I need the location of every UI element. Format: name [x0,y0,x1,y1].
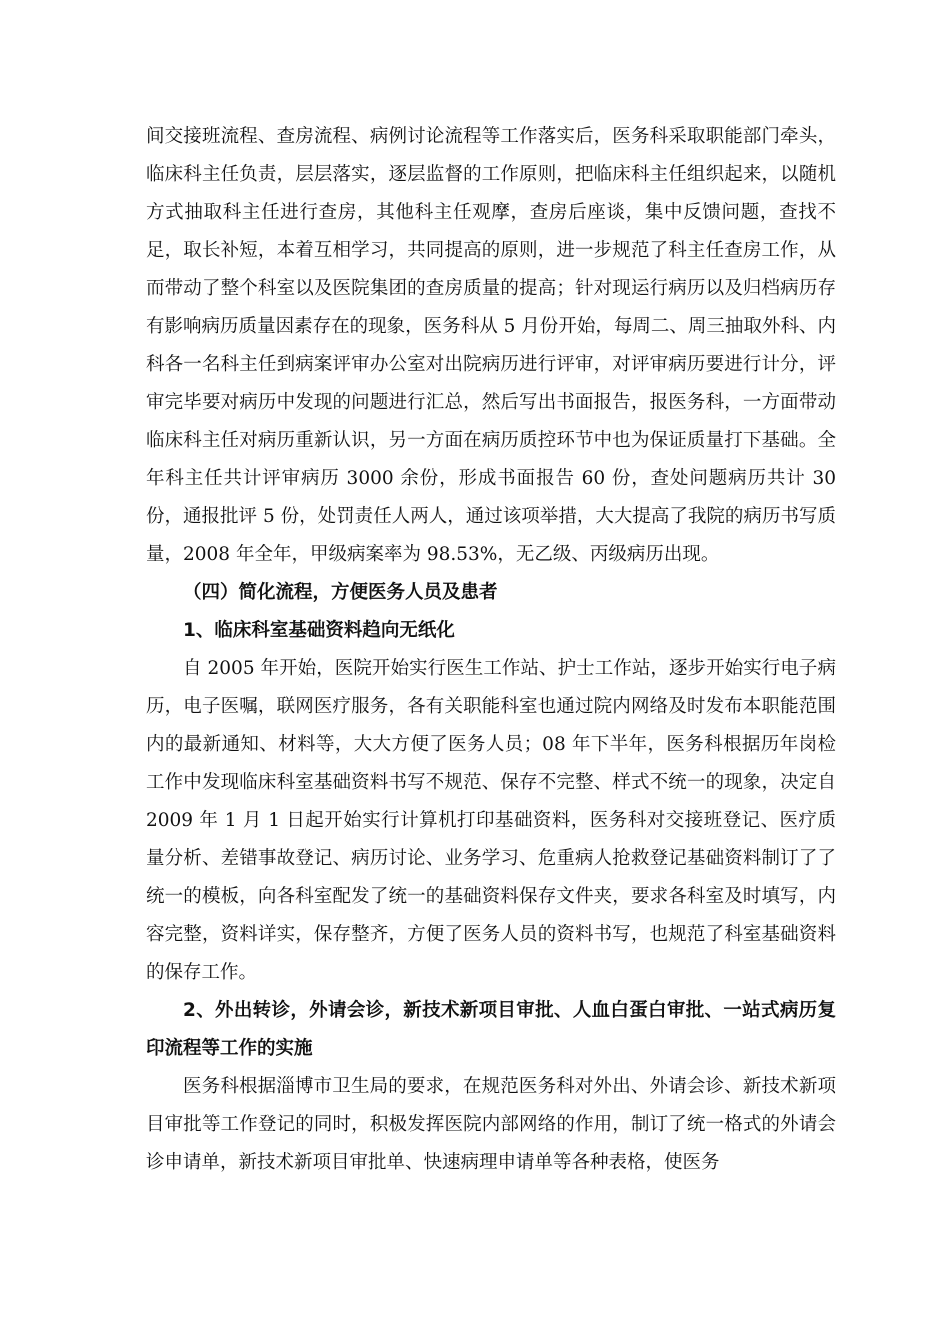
body-paragraph-2: 自 2005 年开始，医院开始实行医生工作站、护士工作站，逐步开始实行电子病历，电子医嘱，联网医疗服务，各有关职能科室也通过院内网络及时发布本职能范围内的最新通知、材料等，大大方便了医务人员；08 年下半年，医务科根据历年岗检工作中发现临床科室基础资料书写不规范、保存不完整、样式不统一的现象，决定自 2009 年 1 月 1 日起开始实行计算机打印基础资料，医务科对交接班登记、医疗质量分析、差错事故登记、病历讨论、业务学习、危重病人抢救登记基础资料制订了了统一的模板，向各科室配发了统一的基础资料保存文件夹，要求各科室及时填写，内容完整，资料详实，保存整齐，方便了医务人员的资料书写，也规范了科室基础资料的保存工作。 [146,658,836,983]
subsection-heading-paperless: 1、临床科室基础资料趋向无纸化 [183,620,455,641]
section-heading-simplify-process: （四）简化流程，方便医务人员及患者 [183,582,498,603]
document-body [146,118,836,1182]
subsection-heading-referral-consultation: 2、外出转诊，外请会诊，新技术新项目审批、人血白蛋白审批、一站式病历复印流程等工作的实施 [146,1000,836,1059]
body-paragraph-1: 间交接班流程、查房流程、病例讨论流程等工作落实后，医务科采取职能部门牵头，临床科主任负责，层层落实，逐层监督的工作原则，把临床科主任组织起来，以随机方式抽取科主任进行查房，其他科主任观摩，查房后座谈，集中反馈问题，查找不足，取长补短，本着互相学习，共同提高的原则，进一步规范了科主任查房工作，从而带动了整个科室以及医院集团的查房质量的提高；针对现运行病历以及归档病历存有影响病历质量因素存在的现象，医务科从 5 月份开始，每周二、周三抽取外科、内科各一名科主任到病案评审办公室对出院病历进行评审，对评审病历要进行计分，评审完毕要对病历中发现的问题进行汇总，然后写出书面报告，报医务科，一方面带动临床科主任对病历重新认识，另一方面在病历质控环节中也为保证质量打下基础。全年科主任共计评审病历 3000 余份，形成书面报告 60 份，查处问题病历共计 30 份，通报批评 5 份，处罚责任人两人，通过该项举措，大大提高了我院的病历书写质量，2008 年全年，甲级病案率为 98.53%，无乙级、丙级病历出现。 [146,126,836,565]
body-paragraph-3: 医务科根据淄博市卫生局的要求，在规范医务科对外出、外请会诊、新技术新项目审批等工作登记的同时，积极发挥医院内部网络的作用，制订了统一格式的外请会诊申请单，新技术新项目审批单、快速病理申请单等各种表格，使医务 [146,1076,836,1173]
